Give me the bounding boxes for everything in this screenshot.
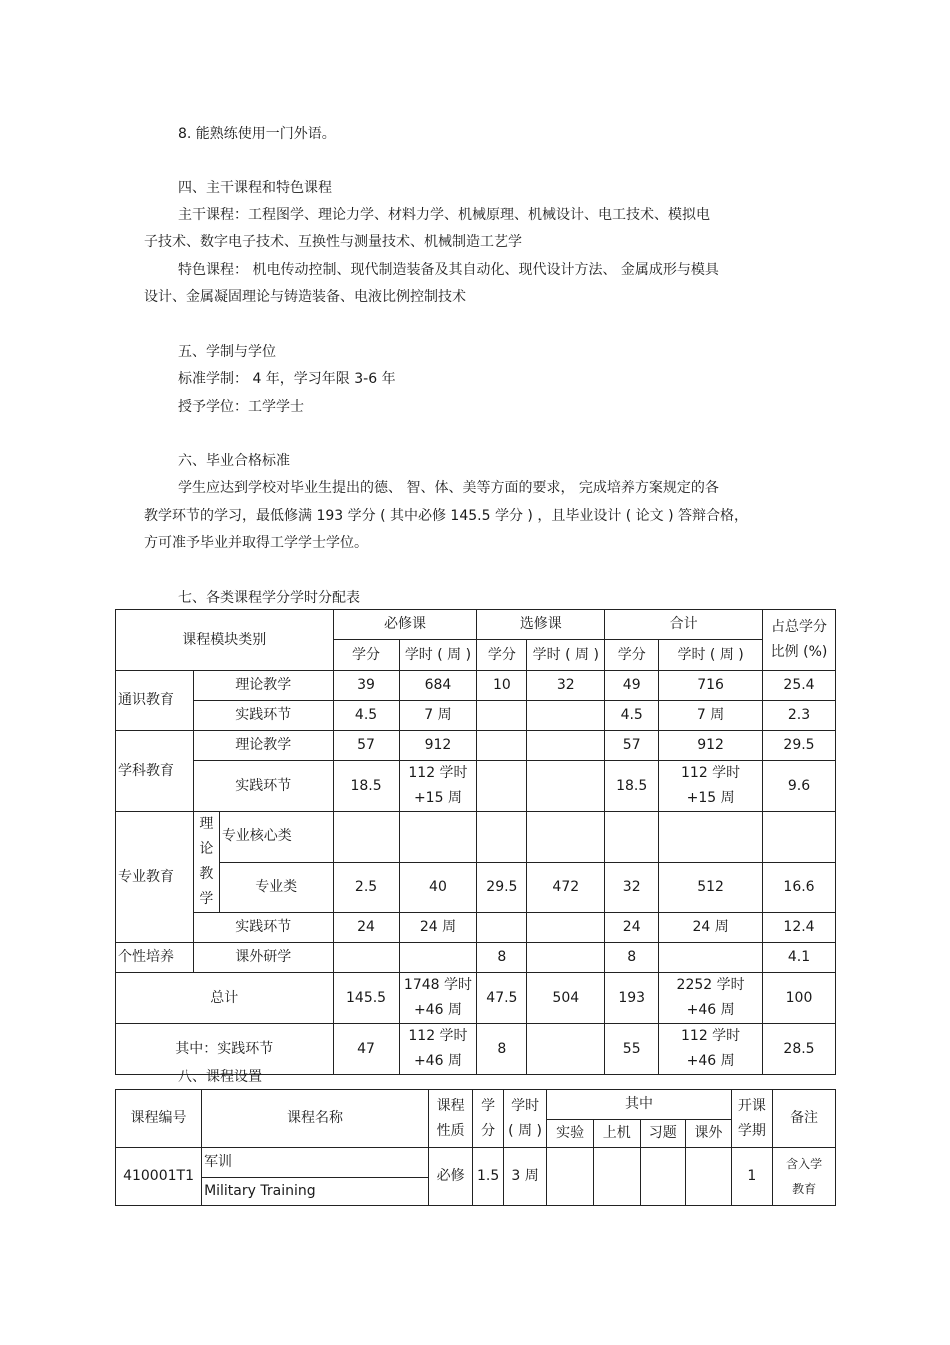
cell-line: +46 周 [413, 1053, 462, 1069]
header-hours: 学时 ( 周 ) [503, 1090, 547, 1148]
row-label: 实践环节 [193, 913, 333, 943]
cell: 684 [399, 671, 477, 701]
row-label: 实践环节 [193, 701, 333, 731]
cell [527, 913, 605, 943]
cell [399, 943, 477, 973]
cell: 16.6 [763, 862, 836, 913]
table-row [116, 943, 836, 973]
cell: 47.5 [477, 973, 527, 1024]
cell-line: 112 学时 [681, 765, 741, 781]
cell [659, 761, 763, 812]
cell: 24 周 [659, 913, 763, 943]
cell-line: +46 周 [686, 1053, 735, 1069]
graduation-line3: 方可准予毕业并取得工学学士学位。 [144, 535, 368, 551]
course-credit: 1.5 [473, 1148, 503, 1206]
header-course-code: 课程编号 [116, 1090, 202, 1148]
graduation-line2: 教学环节的学习，最低修满 193 学分 ( 其中必修 145.5 学分 ) ，且毕业设计 ( 论文 ) 答辩合格， [144, 508, 749, 524]
row-label: 课外研学 [193, 943, 333, 973]
course-name-cn: 军训 [202, 1148, 429, 1178]
cell: 912 [399, 731, 477, 761]
category-general: 通识教育 [116, 671, 194, 731]
cell: 29.5 [763, 731, 836, 761]
course-note [773, 1148, 836, 1206]
cell-line: 112 学时 [408, 765, 468, 781]
cell: 10 [477, 671, 527, 701]
header-among: 其中 [547, 1090, 731, 1120]
header-total: 合计 [605, 610, 763, 640]
cell [659, 812, 763, 863]
category-personal: 个性培养 [116, 943, 194, 973]
cell: 24 [333, 913, 399, 943]
cell [527, 701, 605, 731]
cell: 4.5 [605, 701, 659, 731]
table-row [116, 761, 836, 812]
header-credit: 学分 [473, 1090, 503, 1148]
cell: 29.5 [477, 862, 527, 913]
cell: 7 周 [399, 701, 477, 731]
cell: 24 [605, 913, 659, 943]
cell [399, 761, 477, 812]
cell: 512 [659, 862, 763, 913]
main-courses-line2: 子技术、数字电子技术、互换性与测量技术、机械制造工艺学 [144, 234, 522, 250]
featured-courses-line2: 设计、金属凝固理论与铸造装备、电液比例控制技术 [144, 289, 466, 305]
heading-4: 四、主干课程和特色课程 [178, 180, 332, 196]
cell [763, 812, 836, 863]
featured-courses-line1: 特色课程： 机电传动控制、现代制造装备及其自动化、现代设计方法、 金属成形与模具 [178, 262, 719, 278]
course-schedule-table [115, 1089, 836, 1206]
cell: 49 [605, 671, 659, 701]
theory-teaching-label [193, 812, 219, 913]
cell: 12.4 [763, 913, 836, 943]
item-8: 8. 能熟练使用一门外语。 [178, 126, 336, 142]
cell [477, 761, 527, 812]
label-line: 理论 [199, 816, 214, 857]
cell: 716 [659, 671, 763, 701]
cell [527, 1024, 605, 1075]
course-hours: 3 周 [503, 1148, 547, 1206]
header-credit: 学分 [605, 640, 659, 671]
header-hours: 学时 ( 周 ) [399, 640, 477, 671]
header-credit: 学分 [477, 640, 527, 671]
header-computer: 上机 [593, 1120, 640, 1148]
cell: 9.6 [763, 761, 836, 812]
category-major: 专业教育 [116, 812, 194, 943]
header-extracurricular: 课外 [686, 1120, 732, 1148]
cell: 47 [333, 1024, 399, 1075]
cell-line: +46 周 [686, 1002, 735, 1018]
cell: 40 [399, 862, 477, 913]
table-row [116, 973, 836, 1024]
header-experiment: 实验 [547, 1120, 594, 1148]
cell: 55 [605, 1024, 659, 1075]
degree-awarded: 授予学位：工学学士 [178, 399, 304, 415]
table-row [116, 671, 836, 701]
row-label: 理论教学 [193, 731, 333, 761]
header-term: 开课学期 [731, 1090, 773, 1148]
credit-distribution-table [115, 609, 836, 1075]
heading-6: 六、毕业合格标准 [178, 453, 290, 469]
cell [527, 812, 605, 863]
header-course-nature: 课程性质 [428, 1090, 473, 1148]
row-label: 专业类 [219, 862, 333, 913]
heading-5: 五、学制与学位 [178, 344, 276, 360]
cell [333, 812, 399, 863]
cell: 25.4 [763, 671, 836, 701]
heading-8: 八、课程设置 [178, 1069, 262, 1085]
cell: 18.5 [333, 761, 399, 812]
cell: 2.3 [763, 701, 836, 731]
cell-line: 112 学时 [408, 1028, 468, 1044]
cell: 57 [333, 731, 399, 761]
main-courses-line1: 主干课程：工程图学、理论力学、材料力学、机械原理、机械设计、电工技术、模拟电 [178, 207, 710, 223]
cell [399, 1024, 477, 1075]
cell: 24 周 [399, 913, 477, 943]
course-code: 410001T1 [116, 1148, 202, 1206]
course-nature: 必修 [428, 1148, 473, 1206]
cell [686, 1148, 732, 1206]
cell-line: 2252 学时 [676, 977, 745, 993]
cell [527, 943, 605, 973]
cell [547, 1148, 594, 1206]
header-course-name: 课程名称 [202, 1090, 429, 1148]
header-required: 必修课 [333, 610, 477, 640]
table-row [116, 913, 836, 943]
cell [527, 731, 605, 761]
cell [527, 761, 605, 812]
cell: 4.5 [333, 701, 399, 731]
cell: 7 周 [659, 701, 763, 731]
row-label: 专业核心类 [219, 812, 333, 863]
cell-line: +46 周 [413, 1002, 462, 1018]
cell: 8 [477, 943, 527, 973]
cell [659, 973, 763, 1024]
cell: 504 [527, 973, 605, 1024]
cell-line: 1748 学时 [403, 977, 472, 993]
cell-line: +15 周 [413, 790, 462, 806]
note-line: 含入学 [786, 1156, 823, 1171]
graduation-line1: 学生应达到学校对毕业生提出的德、 智、体、美等方面的要求， 完成培养方案规定的各 [178, 480, 719, 496]
cell [659, 1024, 763, 1075]
header-hours: 学时 ( 周 ) [527, 640, 605, 671]
table-row [116, 862, 836, 913]
note-line: 教育 [792, 1181, 817, 1196]
cell: 472 [527, 862, 605, 913]
cell-line: 112 学时 [681, 1028, 741, 1044]
cell-line: +15 周 [686, 790, 735, 806]
cell: 912 [659, 731, 763, 761]
cell: 8 [605, 943, 659, 973]
table-row [116, 812, 836, 863]
category-discipline: 学科教育 [116, 731, 194, 812]
cell [593, 1148, 640, 1206]
cell [477, 812, 527, 863]
cell [640, 1148, 686, 1206]
heading-7: 七、各类课程学分学时分配表 [178, 590, 360, 606]
row-label-total: 总计 [116, 973, 334, 1024]
cell: 4.1 [763, 943, 836, 973]
header-credit: 学分 [333, 640, 399, 671]
cell [333, 943, 399, 973]
header-exercise: 习题 [640, 1120, 686, 1148]
table-row [116, 701, 836, 731]
cell: 39 [333, 671, 399, 701]
standard-duration: 标准学制： 4 年，学习年限 3-6 年 [178, 371, 396, 387]
row-label: 实践环节 [193, 761, 333, 812]
cell [477, 701, 527, 731]
header-module: 课程模块类别 [116, 610, 334, 671]
cell: 145.5 [333, 973, 399, 1024]
cell [605, 812, 659, 863]
course-term: 1 [731, 1148, 773, 1206]
cell [659, 943, 763, 973]
cell: 28.5 [763, 1024, 836, 1075]
cell: 32 [605, 862, 659, 913]
cell [399, 812, 477, 863]
cell: 8 [477, 1024, 527, 1075]
course-name-en: Military Training [202, 1178, 429, 1206]
label-line: 教学 [199, 866, 214, 907]
cell [477, 913, 527, 943]
header-note: 备注 [773, 1090, 836, 1148]
cell: 193 [605, 973, 659, 1024]
cell [399, 973, 477, 1024]
header-percent: 占总学分比例 (%) [763, 610, 836, 671]
cell: 32 [527, 671, 605, 701]
row-label: 理论教学 [193, 671, 333, 701]
cell [477, 731, 527, 761]
cell: 18.5 [605, 761, 659, 812]
row-label-practice-total: 其中：实践环节 [116, 1024, 334, 1075]
table-row [116, 1148, 836, 1178]
table-row [116, 731, 836, 761]
cell: 57 [605, 731, 659, 761]
header-elective: 选修课 [477, 610, 605, 640]
cell: 100 [763, 973, 836, 1024]
header-hours: 学时 ( 周 ) [659, 640, 763, 671]
cell: 2.5 [333, 862, 399, 913]
